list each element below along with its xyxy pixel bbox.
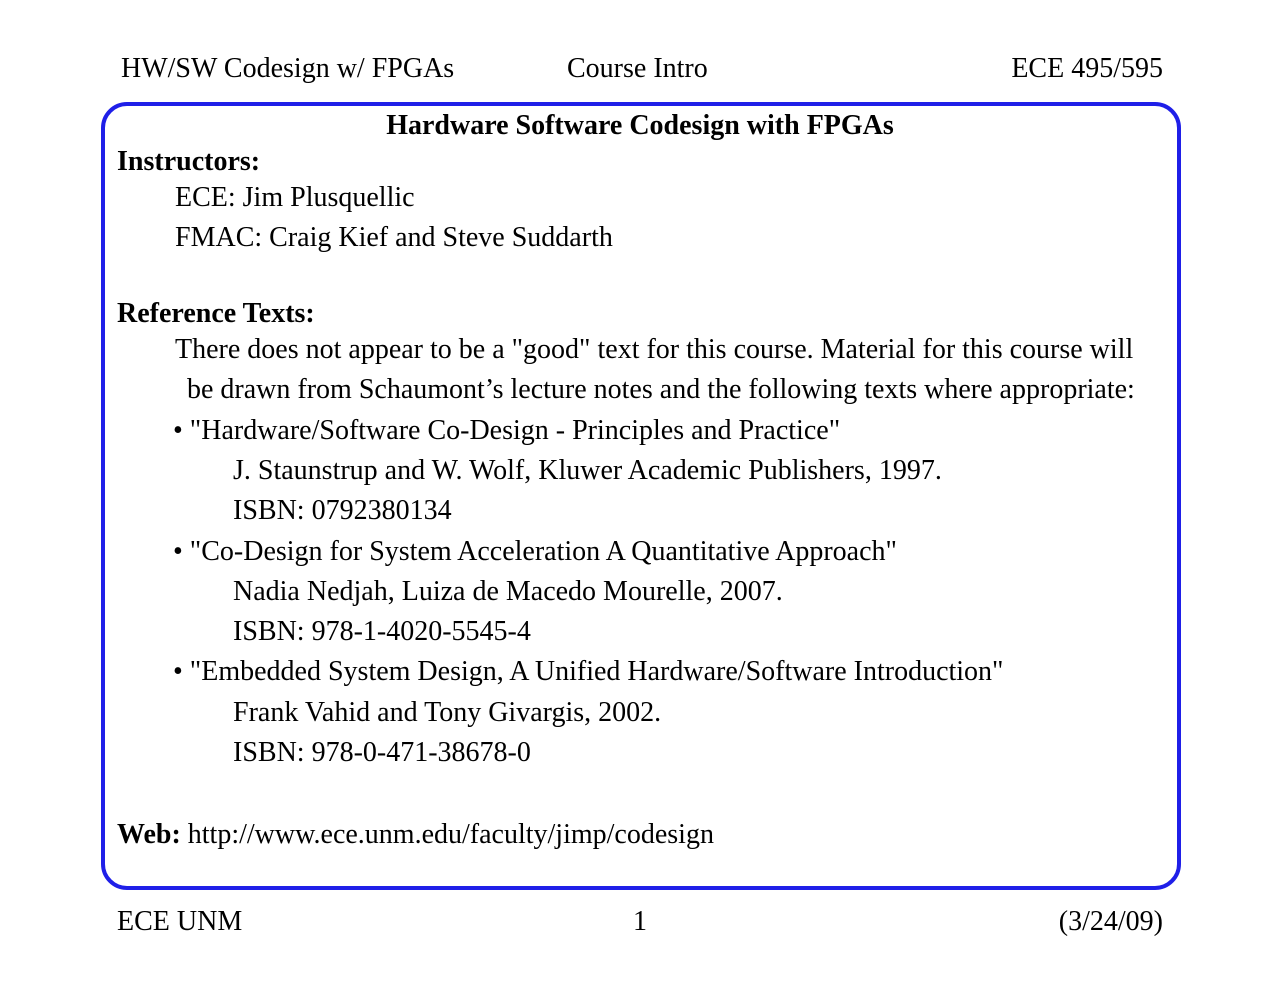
book-2-isbn: ISBN: 978-1-4020-5545-4	[233, 616, 531, 647]
footer-department: ECE UNM	[117, 906, 243, 937]
instructor-fmac: FMAC: Craig Kief and Steve Suddarth	[175, 222, 613, 253]
header-course-name: HW/SW Codesign w/ FPGAs	[121, 53, 455, 84]
book-1-isbn: ISBN: 0792380134	[233, 495, 452, 526]
instructors-heading: Instructors:	[117, 146, 261, 177]
instructor-ece: ECE: Jim Plusquellic	[175, 182, 415, 213]
web-label: Web:	[117, 819, 181, 850]
book-3-title: • "Embedded System Design, A Unified Hardware/Software Introduction"	[173, 656, 1004, 687]
page-number: 1	[633, 906, 647, 937]
book-3-isbn: ISBN: 978-0-471-38678-0	[233, 737, 531, 768]
book-1-authors: J. Staunstrup and W. Wolf, Kluwer Academic Publishers, 1997.	[233, 455, 942, 486]
book-3-authors: Frank Vahid and Tony Givargis, 2002.	[233, 697, 662, 728]
web-url-link[interactable]: http://www.ece.unm.edu/faculty/jimp/codesign	[187, 819, 714, 850]
book-2-title: • "Co-Design for System Acceleration A Quantitative Approach"	[173, 536, 897, 567]
reference-heading: Reference Texts:	[117, 298, 315, 329]
header-course-number: ECE 495/595	[1011, 53, 1163, 84]
reference-intro-line-2: be drawn from Schaumont’s lecture notes and the following texts where appropriate:	[187, 374, 1135, 405]
reference-intro-line-1: There does not appear to be a "good" text for this course. Material for this course will	[175, 334, 1134, 365]
book-1-title: • "Hardware/Software Co-Design - Principles and Practice"	[173, 415, 841, 446]
web-line	[117, 818, 714, 852]
book-2-authors: Nadia Nedjah, Luiza de Macedo Mourelle, 2007.	[233, 576, 783, 607]
slide-title: Hardware Software Codesign with FPGAs	[386, 110, 894, 141]
footer-date: (3/24/09)	[1058, 906, 1163, 937]
header-section-title: Course Intro	[567, 53, 708, 84]
